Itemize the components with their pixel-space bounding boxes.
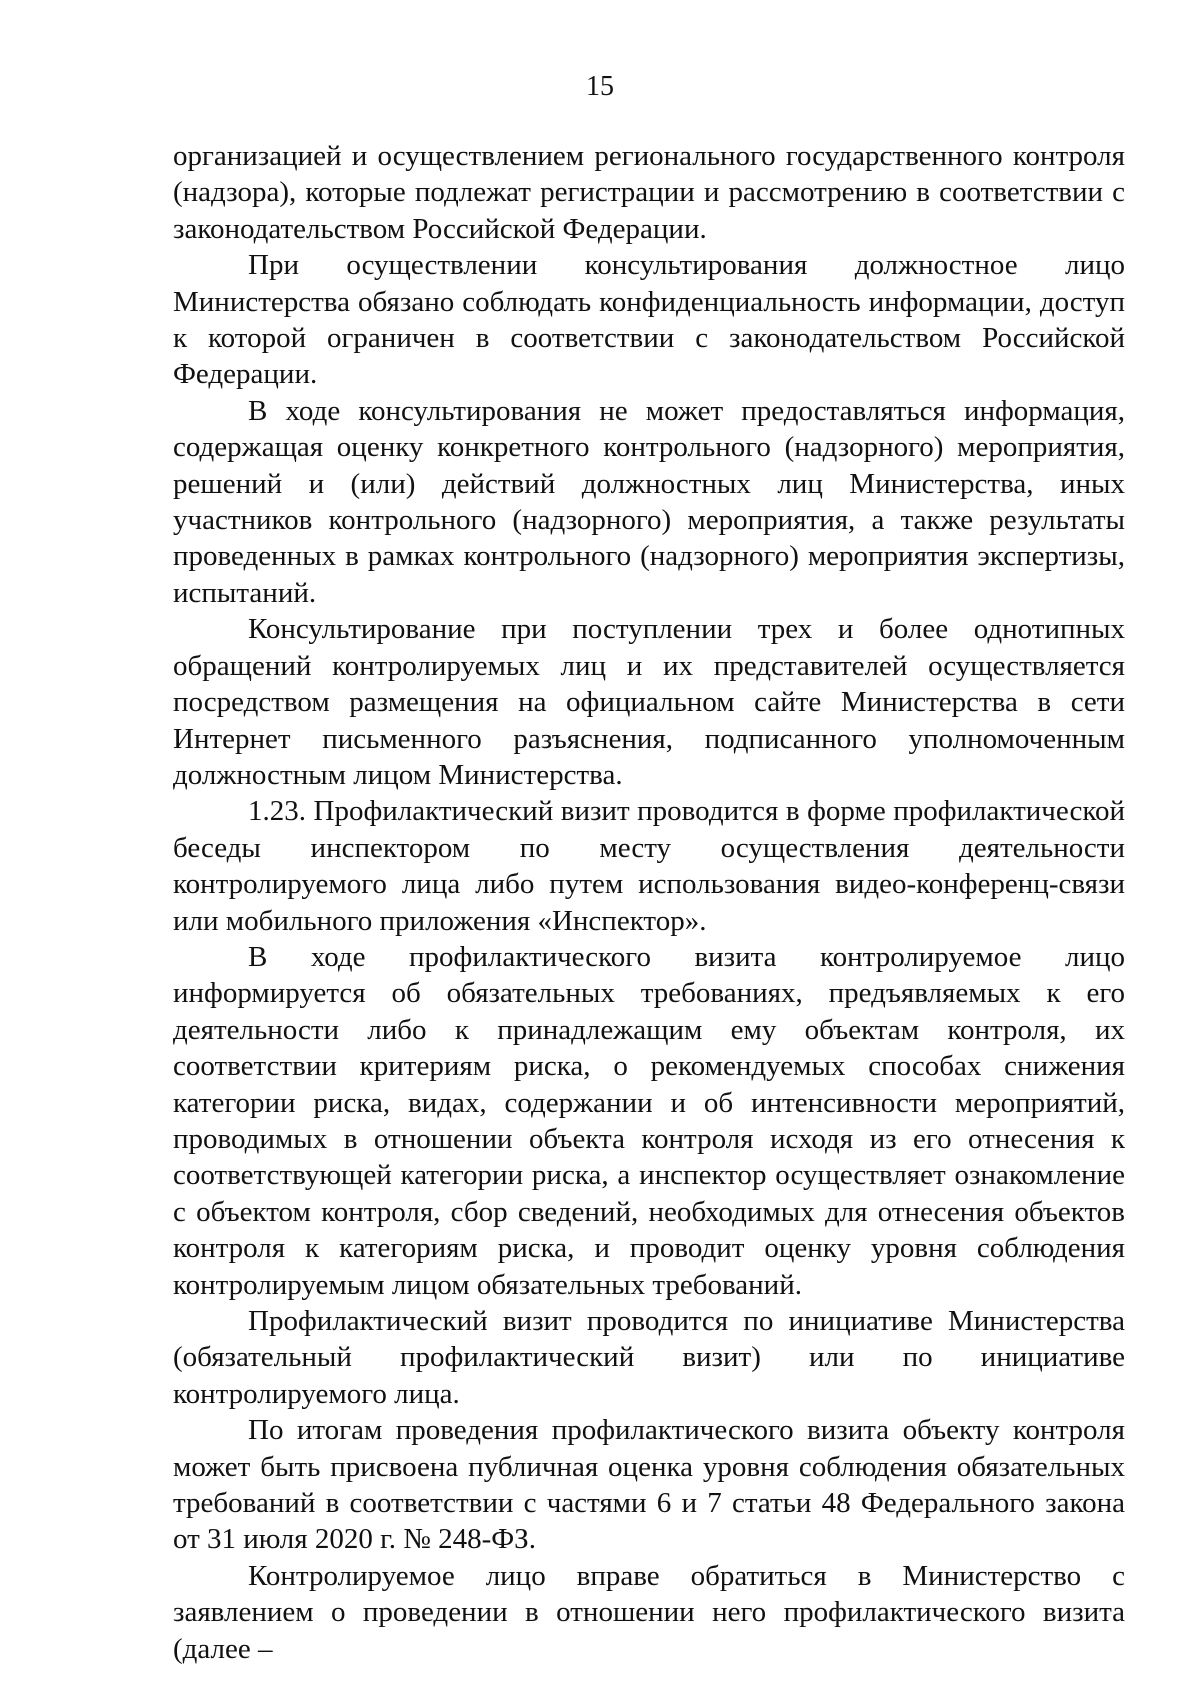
paragraph-written-clarification: Консультирование при поступлении трех и более однотипных обращений контролируемых лиц и их представителей осуществляется посредством размещения на официальном сайте Министерства в сети Интернет письменного разъяснения, подписанного уполномоченным должностным лицом Министерства. [173, 613, 1125, 791]
paragraph-clause-1-23: 1.23. Профилактический визит проводится в форме профилактической беседы инспектором по месту осуществления деятельности контролируемого лица либо путем использования видео-конференц-связи или мобильного приложения «Инспектор». [173, 795, 1125, 937]
paragraph-visit-initiative: Профилактический визит проводится по инициативе Министерства (обязательный профилактический визит) или по инициативе контролируемого лица. [173, 1305, 1125, 1410]
document-body [173, 138, 1125, 1667]
page-number: 15 [586, 71, 614, 102]
paragraph-confidentiality: При осуществлении консультирования должностное лицо Министерства обязано соблюдать конфиденциальность информации, доступ к которой ограничен в соответствии с законодательством Российской Федерации. [173, 249, 1125, 391]
paragraph-visit-content: В ходе профилактического визита контролируемое лицо информируется об обязательных требованиях, предъявляемых к его деятельности либо к принадлежащим ему объектам контроля, их соответствии критериям риска, о рекомендуемых способах снижения категории риска, видах, содержании и об интенсивности мероприятий, проводимых в отношении объекта контроля исходя из его отнесения к соответствующей категории риска, а инспектор осуществляет ознакомление с объектом контроля, сбор сведений, необходимых для отнесения объектов контроля к категориям риска, и проводит оценку уровня соблюдения контролируемым лицом обязательных требований. [173, 940, 1125, 1301]
paragraph-continuation: организацией и осуществлением регионального государственного контроля (надзора), которые подлежат регистрации и рассмотрению в соответствии с законодательством Российской Федерации. [173, 140, 1125, 245]
paragraph-public-assessment: По итогам проведения профилактического визита объекту контроля может быть присвоена публичная оценка уровня соблюдения обязательных требований в соответствии с частями 6 и 7 статьи 48 Федерального закона от 31 июля 2020 г. № 248-ФЗ. [173, 1414, 1125, 1556]
paragraph-consulting-limits: В ходе консультирования не может предоставляться информация, содержащая оценку конкретного контрольного (надзорного) мероприятия, решений и (или) действий должностных лиц Министерства, иных участников контрольного (надзорного) мероприятия, а также результаты проведенных в рамках контрольного (надзорного) мероприятия экспертизы, испытаний. [173, 394, 1125, 609]
paragraph-application: Контролируемое лицо вправе обратиться в Министерство с заявлением о проведении в отношении него профилактического визита (далее – [173, 1559, 1125, 1665]
